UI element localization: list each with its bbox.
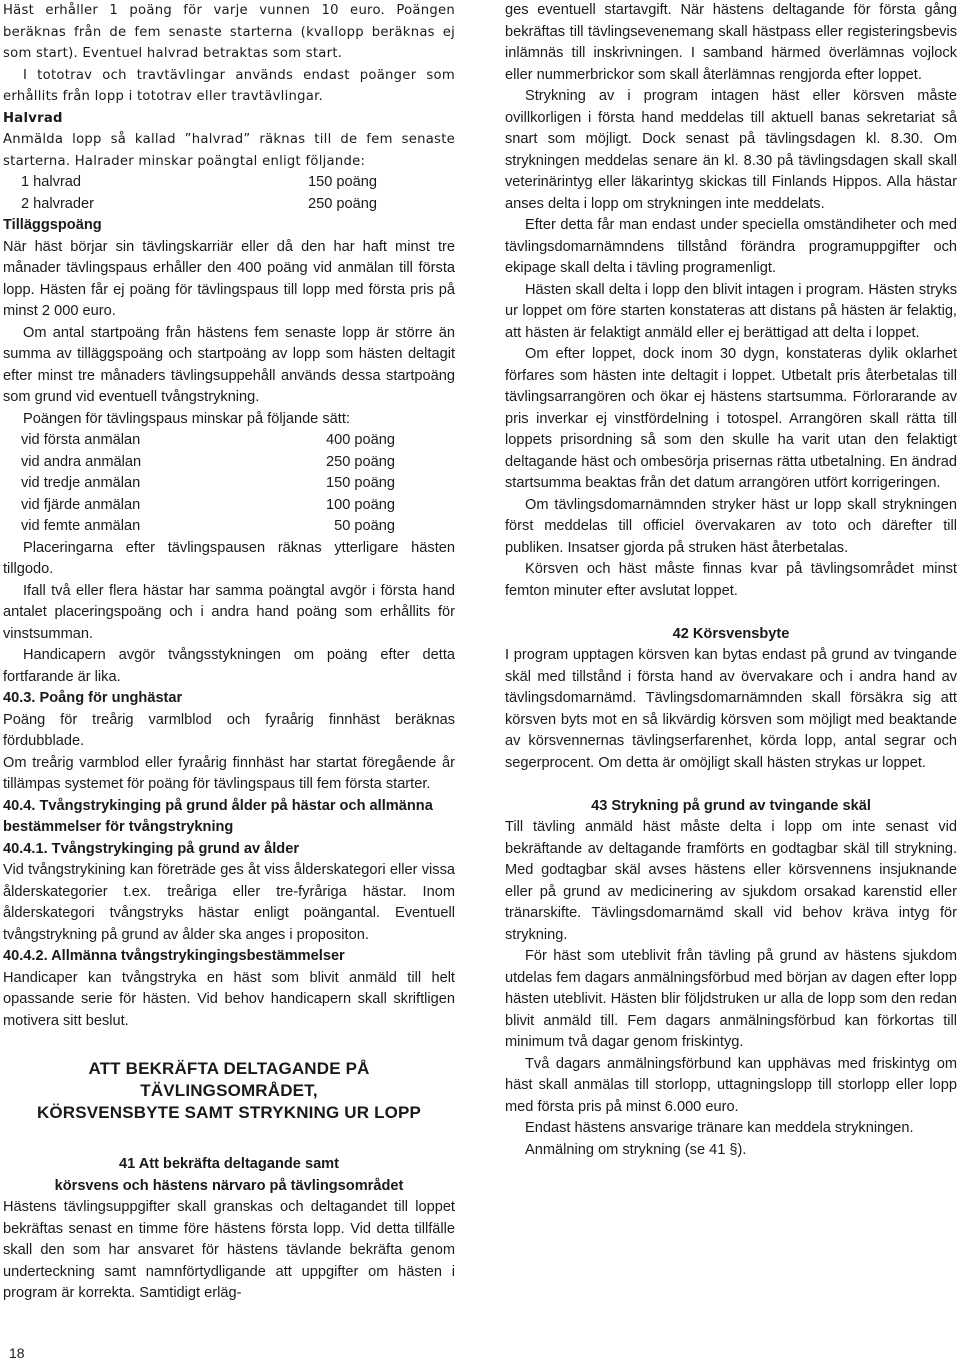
paragraph: Efter detta får man endast under speciella omständiheter och med tävlingsdomarnämndens tillstånd förändra programuppgifter och ekipage skall delta i tävling programenligt. bbox=[505, 217, 957, 276]
paragraph: Endast hästens ansvarige tränare kan meddela strykningen. bbox=[525, 1120, 914, 1136]
row-label: vid femte anmälan bbox=[21, 518, 141, 534]
table-row bbox=[3, 430, 455, 452]
paragraph: För häst som uteblivit från tävling på grund av hästens sjukdom utdelas fem dagars anmälningsförbud med början av dagen efter lopp hästen uteblivit. Hästen blir följdstruken ur alla de lopp som den redan blivit anmäld till. Fem dagars anmälningsförbud kan förkortas till minimum två dagar genom friskintyg. bbox=[505, 948, 957, 1050]
row-label: vid första anmälan bbox=[21, 432, 141, 448]
paragraph: När häst börjar sin tävlingskarriär eller då den har haft minst tre månader tävlingspaus erhåller den 400 poäng vid anmälan till första lopp. Hästen får ej poäng för tävlingspaus till lopp med första pris på minst 2 000 euro. bbox=[3, 238, 455, 319]
heading-40-4-2: 40.4.2. Allmänna tvångstrykingingsbestämmelser bbox=[3, 948, 345, 964]
row-value: 150 poäng bbox=[308, 174, 377, 190]
heading-tillaggspoang: Tilläggspoäng bbox=[3, 217, 102, 233]
heading-41: 41 Att bekräfta deltagande samt bbox=[118, 1156, 340, 1172]
row-label: vid tredje anmälan bbox=[21, 475, 141, 491]
row-value: 50 poäng bbox=[326, 518, 395, 534]
paragraph: Om antal startpoäng från hästens fem senaste lopp är större än summa av tilläggspoäng och startpoäng av lopp som hästen deltagit efter minst tre månaders tävlingsuppehåll används dessa startpoäng som grund vid eventuell tvångstrykning. bbox=[3, 324, 455, 405]
paragraph: Ifall två eller flera hästar har samma poängtal avgör i första hand antalet placeringspoäng och i andra hand poäng som erhållits för vinstsumman. bbox=[3, 582, 455, 642]
paragraph: Placeringarna efter tävlingspausen räknas ytterligare hästen tillgodo. bbox=[3, 539, 455, 577]
paragraph: Poängen för tävlingspaus minskar på följande sätt: bbox=[23, 410, 350, 427]
paragraph: Om treårig varmblod eller fyraårig finnhäst har startat föregående år tillämpas systemet för poäng för tävlingspaus till fem första starter. bbox=[3, 754, 455, 792]
paragraph: ges eventuell startavgift. När hästens deltagande för första gång bekräftas till tävlingsevenemang skall hästpass eller registeringsbevis inlämnäs till inskrivningen. I samband härmed överlämnas vojlock eller nummerbrickor som skall återlämnas rengjorda efter loppet. bbox=[505, 2, 957, 83]
paragraph: Om tävlingsdomarnämnden stryker häst ur lopp skall strykningen först meddelas till officiel övervakaren av toto och därefter till publiken. Insatser gjorda på struken häst återbetalas. bbox=[505, 496, 957, 556]
section-title: ATT BEKRÄFTA DELTAGANDE PÅ TÄVLINGSOMRÅDET, bbox=[88, 1059, 370, 1100]
table-row bbox=[3, 172, 455, 194]
table-row bbox=[3, 516, 455, 538]
table-row bbox=[3, 194, 455, 216]
paragraph: Till tävling anmäld häst måste delta i lopp om inte senast vid bekräftande av deltagande framförts en godtagbar skäl till strykning. Med godtagbar skäl avses hästens eller körsvennens insjuknande eller på grund av medicinering av sjukdom orsakad karenstid eller tränarskifte. Tävlingsdomarnämd skall vid behov kräva intyg för strykning. bbox=[505, 819, 957, 943]
row-label: vid fjärde anmälan bbox=[21, 496, 141, 513]
paragraph: I tototrav och travtävlingar används endast poänger som erhållits från lopp i tototrav eller travtävlingar. bbox=[3, 67, 455, 104]
section-title: KÖRSVENSBYTE SAMT STRYKNING UR LOPP bbox=[36, 1103, 422, 1122]
row-label: 2 halvrader bbox=[21, 195, 95, 212]
paragraph: I program upptagen körsven kan bytas endast på grund av tvingande skäl med tillstånd i första hand av övervakare och i andra hand av tävlingsdomarnämd. Tävlingsdomarnämnden skall försäkra sig att körsven byts mot en så likvärdig körsven som möjligt med beaktande av körsvennernas tävlingserfarenhet, körda lopp, antal segrar och segerprocent. Om detta är omöjligt skall hästen strykas ur loppet. bbox=[505, 647, 957, 771]
heading-40-4: 40.4. Tvångstrykinging på grund ålder på hästar och allmänna bestämmelser för tvångstrykning bbox=[3, 797, 433, 835]
paragraph: Om efter loppet, dock inom 30 dygn, konstateras dylik oklarhet förfares som hästen inte deltagit i loppet. Utbetalt pris återbetalas till tävlingsarrangören och ökar ej hästens startsumma. Förlorarande av pris inverkar ej vinstfördelning i totospel. Arrangören skall rätta till loppets prisordning så som den skulle ha varit utan den felaktigt deltagande häst och ombesörja prisernas rätta utbetalning. En ändrad startsumma beaktas från det datum arrangören utfört korrigeringen. bbox=[505, 346, 957, 491]
heading-halvrad: Halvrad bbox=[3, 110, 63, 126]
row-label: vid andra anmälan bbox=[21, 453, 142, 470]
row-value: 250 poäng bbox=[326, 453, 395, 470]
row-value: 150 poäng bbox=[326, 475, 395, 491]
paragraph: Handicaper kan tvångstryka en häst som blivit anmäld till helt opassande serie för hästen. Vid behov handicapern skall skriftligen motivera sitt beslut. bbox=[3, 969, 455, 1029]
heading-42: 42 Körsvensbyte bbox=[672, 625, 790, 642]
heading-41-sub: körsvens och hästens närvaro på tävlingsområdet bbox=[54, 1177, 404, 1194]
paragraph: Hästens tävlingsuppgifter skall granskas och deltagandet till loppet bekräftas senast en timme före hästens första lopp. Vid detta tillfälle skall den som har ansvaret för hästens tävlande bekräfta genom underteckning samt namnförtydligande att uppgifter om hästen i program är korrekta. Samtidigt erläg- bbox=[3, 1199, 455, 1301]
paragraph: Handicapern avgör tvångsstykningen om poäng efter detta fortfarande är lika. bbox=[3, 647, 455, 685]
paragraph: Körsven och häst måste finnas kvar på tävlingsområdet minst femton minuter efter avslutat loppet. bbox=[505, 561, 957, 599]
table-row bbox=[3, 473, 455, 495]
paragraph: Poäng för treårig varmlblod och fyraårig finnhäst beräknas fördubblade. bbox=[3, 711, 455, 749]
paragraph: Två dagars anmälningsförbund kan upphävas med friskintyg om häst skall anmälas till storlopp, uttagningslopp till storlopp eller lopp med första pris på minst 6.000 euro. bbox=[505, 1055, 957, 1115]
table-row bbox=[3, 495, 455, 517]
row-value: 400 poäng bbox=[326, 432, 395, 448]
heading-43: 43 Strykning på grund av tvingande skäl bbox=[591, 797, 871, 814]
left-column bbox=[3, 0, 455, 1305]
row-value: 250 poäng bbox=[308, 195, 377, 212]
heading-40-4-1: 40.4.1. Tvångstrykinging på grund av ålder bbox=[3, 840, 300, 857]
row-value: 100 poäng bbox=[326, 496, 395, 513]
paragraph: Anmälda lopp så kallad ”halvrad” räknas till de fem senaste starterna. Halrader minskar poängtal enligt följande: bbox=[3, 132, 455, 169]
paragraph: Häst erhåller 1 poäng för varje vunnen 10 euro. Poängen beräknas från de fem senaste starterna (kvallopp beräknas ej som start). Eventuel halvrad betraktas som start. bbox=[3, 3, 455, 61]
table-row bbox=[3, 452, 455, 474]
paragraph: Hästen skall delta i lopp den blivit intagen i program. Hästen stryks ur loppet om före starten konstateras att distans på hästen är felaktig, att hästen är felaktigt anmäld eller ej berättigad att delta i loppet. bbox=[505, 281, 957, 341]
page-number: 18 bbox=[9, 1345, 25, 1361]
paragraph: Anmälning om strykning (se 41 §). bbox=[525, 1141, 747, 1158]
paragraph: Vid tvångstrykining kan företräde ges åt viss ålderskategori eller vissa ålderskategorier t.ex. treåriga eller tre-fyråriga hästar. Inom ålderskategori tvångstryks hästar enligt poängantal. Eventuell tvångstrykning på grund av ålder ska anges i propositon. bbox=[3, 862, 455, 943]
row-label: 1 halvrad bbox=[21, 174, 82, 190]
paus-table bbox=[3, 430, 455, 538]
right-column bbox=[505, 0, 957, 1161]
heading-40-3: 40.3. Poång för unghästar bbox=[3, 690, 183, 706]
paragraph: Strykning av i program intagen häst eller körsven måste ovillkorligen i första hand meddelas till aktuell banas sekretariat så snart som möjligt. Dock senast på tävlingsdagen kl. 8.30. Om strykningen meddelas senare än kl. 8.30 på tävlingsdagen skall skall veterinärintyg eller läkarintyg skickas till Finlands Hippos. Alla hästar anses delta i lopp om strykningen inte meddelats. bbox=[505, 88, 957, 212]
halvrad-table bbox=[3, 172, 455, 215]
